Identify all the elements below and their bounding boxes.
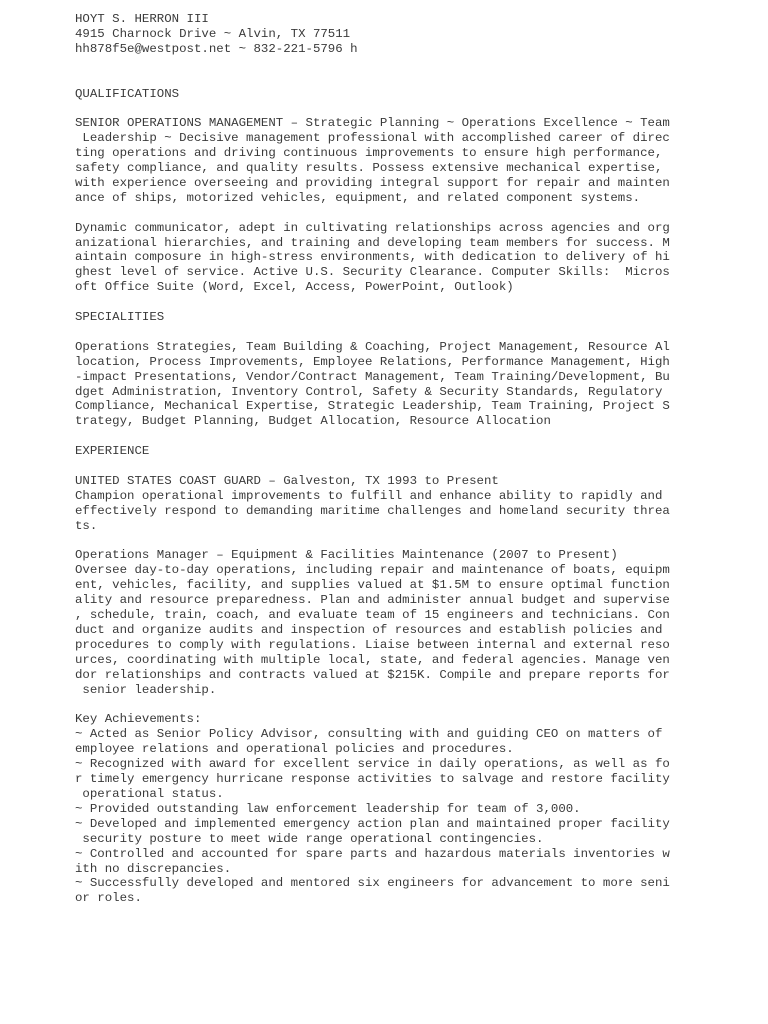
- text-line: oft Office Suite (Word, Excel, Access, PowerPoint, Outlook): [75, 280, 514, 295]
- experience-section: [75, 444, 765, 906]
- candidate-name: HOYT S. HERRON III: [75, 12, 209, 26]
- specialities-list: [75, 340, 765, 429]
- blank-line: [75, 206, 765, 221]
- text-line: Compliance, Mechanical Expertise, Strategic Leadership, Team Training, Project S: [75, 399, 670, 414]
- achievements-block: [75, 712, 765, 906]
- blank-line: [75, 72, 765, 87]
- text-line: aintain composure in high-stress environments, with dedication to delivery of hi: [75, 250, 670, 265]
- text-line: -impact Presentations, Vendor/Contract Management, Team Training/Development, Bu: [75, 369, 670, 384]
- section-heading-qualifications: QUALIFICATIONS: [75, 86, 180, 101]
- text-line: SENIOR OPERATIONS MANAGEMENT – Strategic Planning ~ Operations Excellence ~ Team: [75, 116, 670, 131]
- text-line: ghest level of service. Active U.S. Security Clearance. Computer Skills: Micros: [75, 265, 670, 280]
- text-line: , schedule, train, coach, and evaluate team of 15 engineers and technicians. Con: [75, 608, 670, 623]
- text-line: procedures to comply with regulations. Liaise between internal and external reso: [75, 637, 670, 652]
- blank-line: [75, 325, 765, 340]
- text-line: Champion operational improvements to fulfill and enhance ability to rapidly and: [75, 488, 663, 503]
- achievements-heading: Key Achievements:: [75, 712, 202, 727]
- text-line: or roles.: [75, 891, 142, 906]
- qualifications-summary: [75, 116, 765, 205]
- candidate-contact: hh878f5e@westpost.net ~ 832-221-5796 h: [75, 41, 358, 56]
- text-line: effectively respond to demanding maritime challenges and homeland security threa: [75, 503, 670, 518]
- specialities-section: [75, 310, 765, 429]
- text-line: ting operations and driving continuous improvements to ensure high performance,: [75, 146, 663, 161]
- text-line: Operations Strategies, Team Building & Coaching, Project Management, Resource Al: [75, 339, 670, 354]
- text-line: security posture to meet wide range operational contingencies.: [75, 831, 544, 846]
- blank-line: [75, 429, 765, 444]
- role-title: Operations Manager – Equipment & Facilities Maintenance (2007 to Present): [75, 548, 618, 563]
- blank-line: [75, 295, 765, 310]
- achievement-item: ~ Provided outstanding law enforcement leadership for team of 3,000.: [75, 801, 581, 816]
- text-line: dor relationships and contracts valued at $215K. Compile and prepare reports for: [75, 667, 670, 682]
- blank-line: [75, 459, 765, 474]
- candidate-address: 4915 Charnock Drive ~ Alvin, TX 77511: [75, 26, 351, 41]
- text-line: Oversee day-to-day operations, including repair and maintenance of boats, equipm: [75, 563, 670, 578]
- text-line: trategy, Budget Planning, Budget Allocation, Resource Allocation: [75, 414, 551, 429]
- qualifications-section: [75, 87, 765, 296]
- text-line: dget Administration, Inventory Control, Safety & Security Standards, Regulatory: [75, 384, 663, 399]
- text-line: duct and organize audits and inspection of resources and establish policies and: [75, 623, 663, 638]
- text-line: location, Process Improvements, Employee Relations, Performance Management, High: [75, 354, 670, 369]
- blank-line: [75, 57, 765, 72]
- resume-document: [75, 12, 765, 906]
- qualifications-communicator: [75, 221, 765, 296]
- text-line: urces, coordinating with multiple local, state, and federal agencies. Manage ven: [75, 652, 670, 667]
- section-heading-experience: EXPERIENCE: [75, 444, 150, 459]
- resume-header: [75, 12, 765, 57]
- text-line: Dynamic communicator, adept in cultivating relationships across agencies and org: [75, 220, 670, 235]
- text-line: ality and resource preparedness. Plan and administer annual budget and supervise: [75, 593, 670, 608]
- text-line: Leadership ~ Decisive management professional with accomplished career of direc: [75, 131, 670, 146]
- text-line: ance of ships, motorized vehicles, equipment, and related component systems.: [75, 190, 641, 205]
- text-line: ent, vehicles, facility, and supplies valued at $1.5M to ensure optimal function: [75, 578, 670, 593]
- blank-line: [75, 101, 765, 116]
- section-heading-specialities: SPECIALITIES: [75, 310, 165, 325]
- achievement-item: ~ Acted as Senior Policy Advisor, consulting with and guiding CEO on matters of: [75, 727, 663, 742]
- role-block: [75, 548, 765, 697]
- achievement-item: ~ Recognized with award for excellent service in daily operations, as well as fo: [75, 757, 670, 772]
- text-line: with experience overseeing and providing integral support for repair and mainten: [75, 175, 670, 190]
- text-line: anizational hierarchies, and training and developing team members for success. M: [75, 235, 670, 250]
- achievement-item: ~ Developed and implemented emergency action plan and maintained proper facility: [75, 816, 670, 831]
- text-line: r timely emergency hurricane response activities to salvage and restore facility: [75, 772, 670, 787]
- text-line: employee relations and operational policies and procedures.: [75, 742, 514, 757]
- text-line: senior leadership.: [75, 682, 217, 697]
- text-line: ith no discrepancies.: [75, 861, 232, 876]
- blank-line: [75, 534, 765, 549]
- achievement-item: ~ Successfully developed and mentored six engineers for advancement to more seni: [75, 876, 670, 891]
- employer-title: UNITED STATES COAST GUARD – Galveston, TX 1993 to Present: [75, 473, 499, 488]
- text-line: safety compliance, and quality results. Possess extensive mechanical expertise,: [75, 161, 663, 176]
- blank-line: [75, 698, 765, 713]
- text-line: operational status.: [75, 786, 224, 801]
- achievement-item: ~ Controlled and accounted for spare parts and hazardous materials inventories w: [75, 846, 670, 861]
- employer-block: [75, 474, 765, 534]
- text-line: ts.: [75, 518, 98, 533]
